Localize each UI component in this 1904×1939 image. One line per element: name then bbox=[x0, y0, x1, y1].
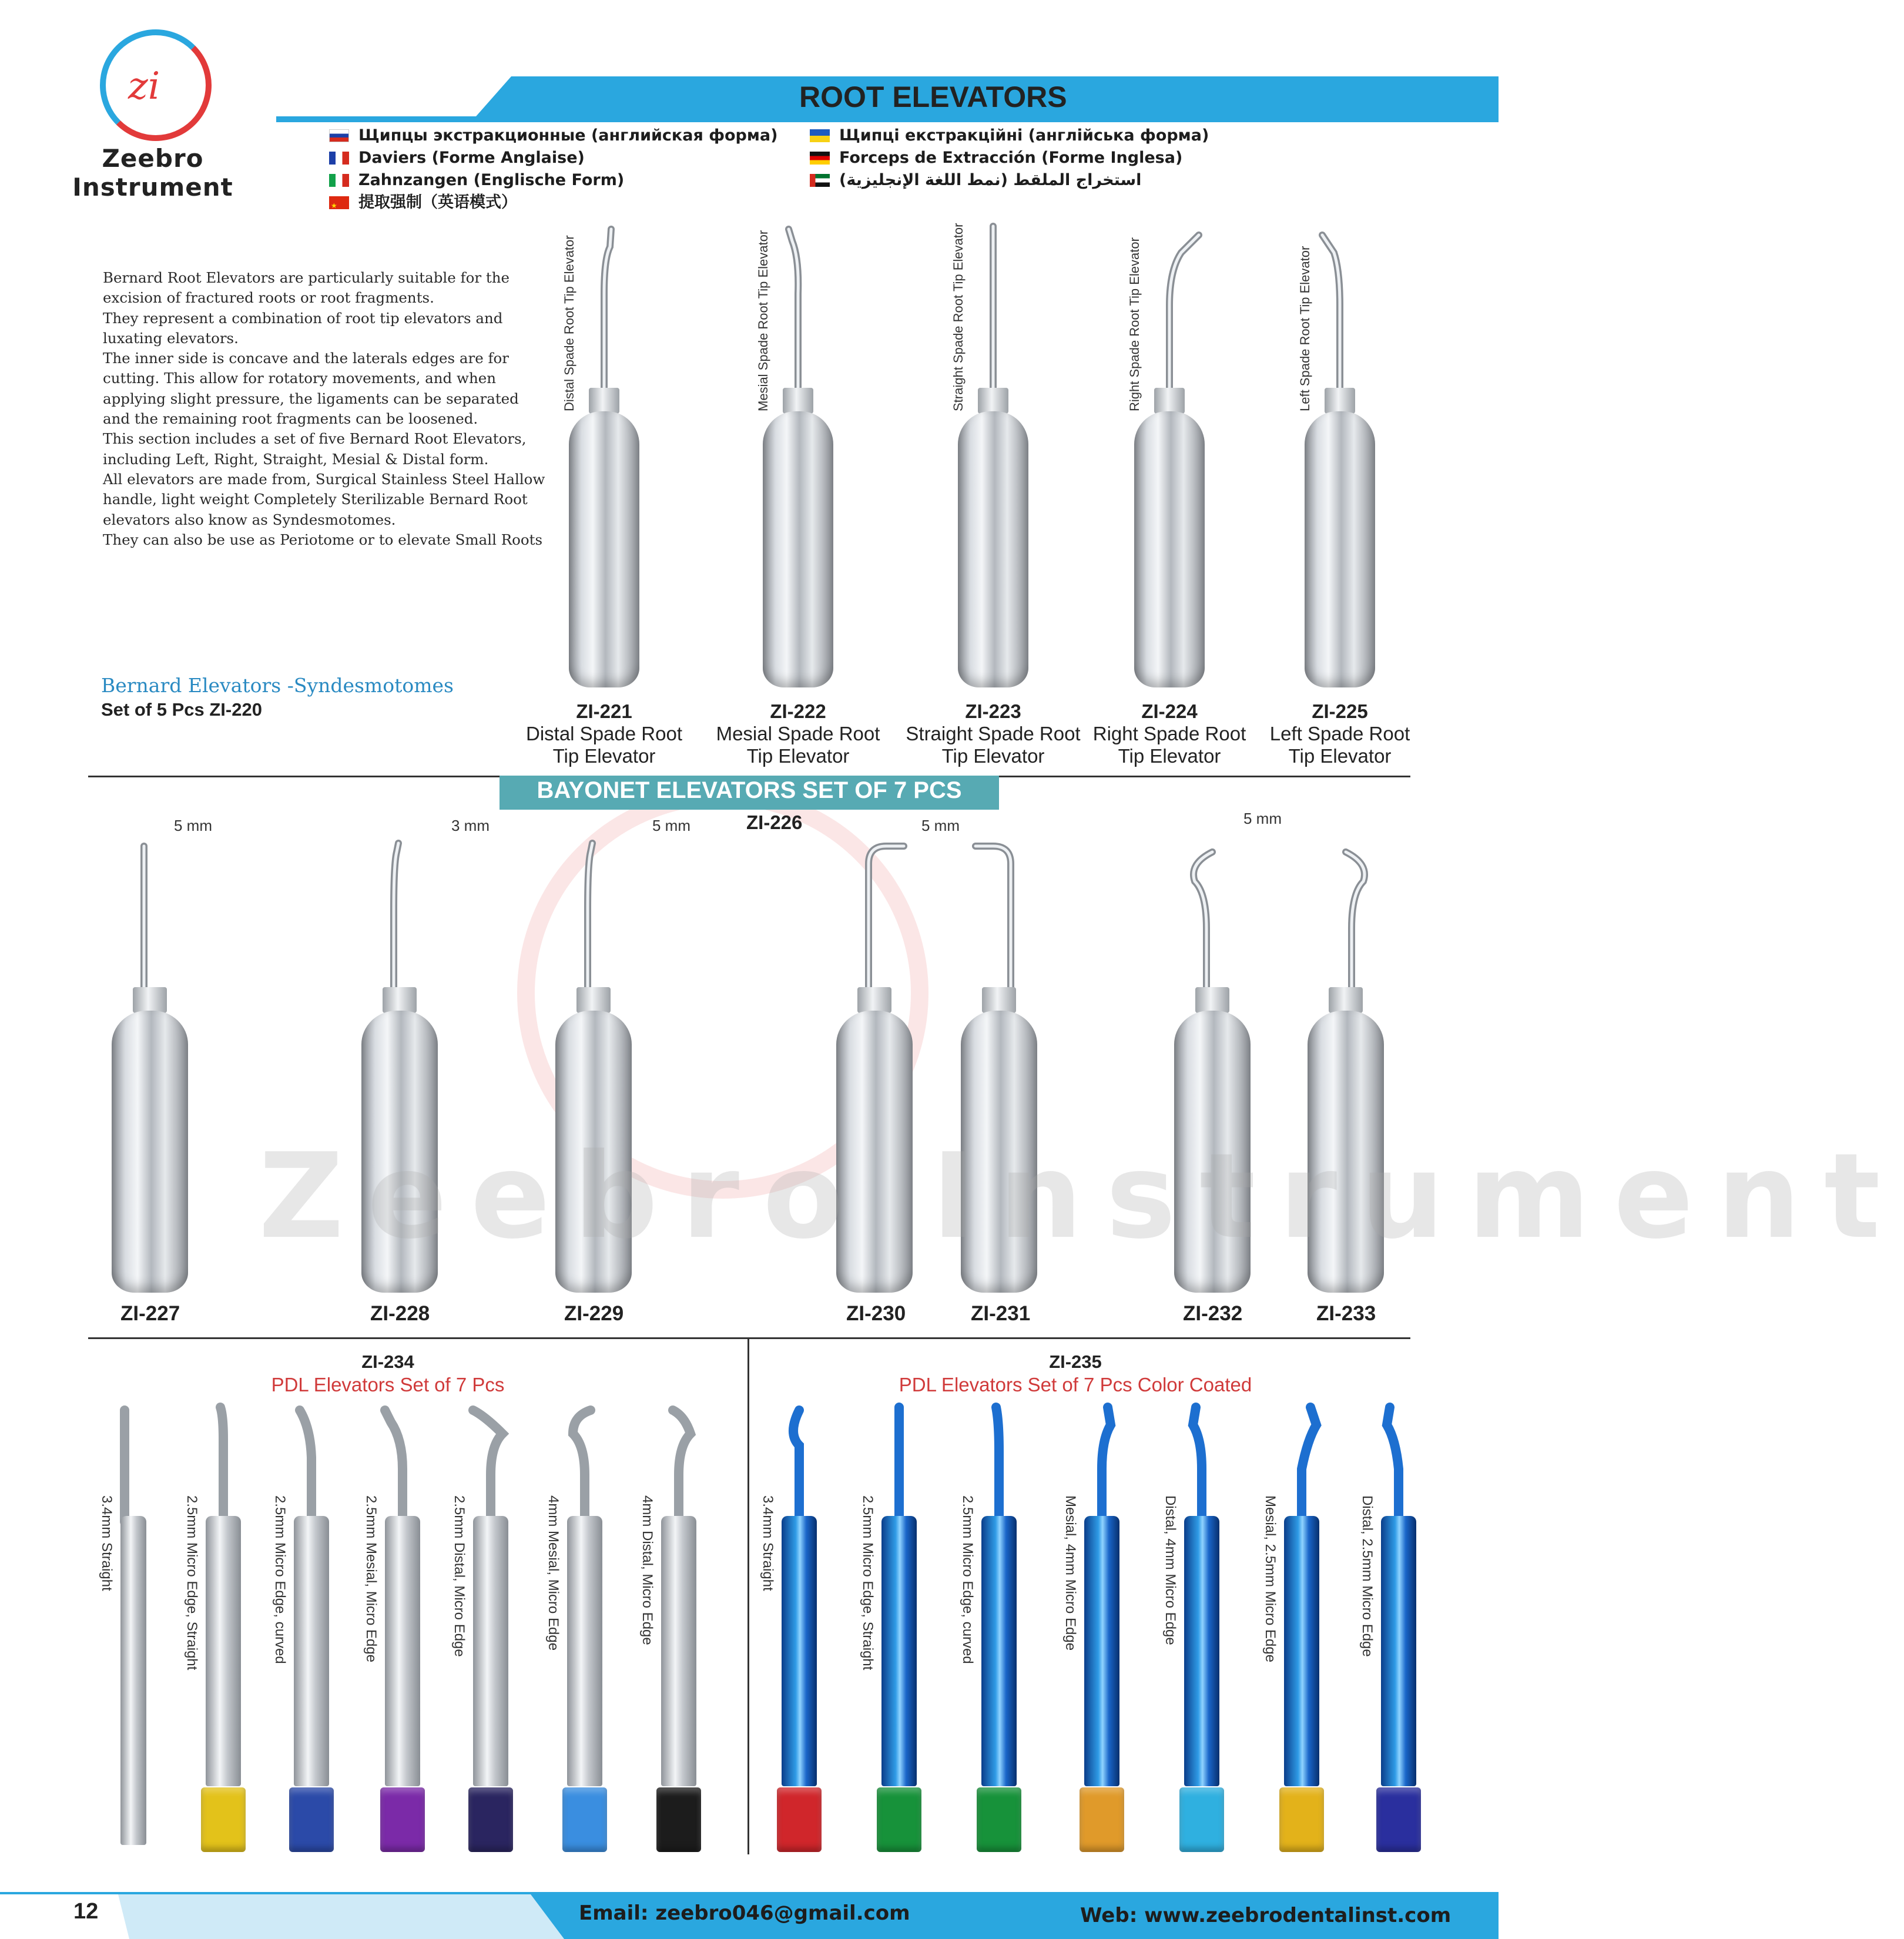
pdl-label: Mesial, 4mm Micro Edge bbox=[1062, 1495, 1078, 1651]
bayonet-blade bbox=[120, 840, 191, 993]
description-line: This section includes a set of five Bernard Root Elevators, bbox=[103, 430, 527, 448]
product-code: ZI-224 bbox=[1141, 700, 1198, 722]
color-code-cap bbox=[656, 1787, 701, 1852]
language-text: Forceps de Extracción (Forme Inglesa) bbox=[839, 149, 1183, 167]
elevator-handle bbox=[1134, 411, 1205, 687]
bayonet-blade bbox=[564, 840, 635, 993]
pdl-label: 3.4mm Straight bbox=[760, 1495, 776, 1591]
ferrule bbox=[576, 987, 610, 1013]
language-list-left bbox=[329, 125, 777, 214]
brand-logo bbox=[41, 29, 264, 202]
product-name: Tip Elevator bbox=[1118, 745, 1221, 767]
pdl-handle bbox=[1184, 1516, 1219, 1786]
pdl-label: 4mm Mesial, Micro Edge bbox=[545, 1495, 561, 1651]
flag-de-icon bbox=[810, 152, 830, 165]
ferrule bbox=[783, 388, 814, 414]
elevator-blade bbox=[581, 223, 651, 400]
elevator-blade bbox=[1316, 223, 1387, 400]
ferrule bbox=[1154, 388, 1185, 414]
description-line: handle, light weight Completely Sterilizable Bernard Root bbox=[103, 491, 528, 508]
brand-name: Zeebro Instrument bbox=[72, 144, 233, 202]
instrument-side-label: Left Spade Root Tip Elevator bbox=[1298, 246, 1312, 411]
elevator-handle bbox=[763, 411, 833, 687]
description-line: and the remaining root fragments can be loosened. bbox=[103, 410, 478, 428]
flag-ru-icon bbox=[329, 129, 349, 142]
pdl-handle bbox=[385, 1516, 420, 1786]
size-label: 5 mm bbox=[1243, 810, 1282, 827]
flag-ua-icon bbox=[810, 129, 830, 142]
product-code: ZI-222 bbox=[770, 700, 826, 722]
pdl-label: 2.5mm Micro Edge, curved bbox=[960, 1495, 976, 1664]
pdl-handle bbox=[782, 1516, 817, 1786]
color-code-cap bbox=[1376, 1787, 1421, 1852]
product-code: ZI-230 bbox=[846, 1302, 906, 1325]
product-caption bbox=[704, 700, 892, 767]
description-line: excision of fractured roots or root fragments. bbox=[103, 289, 434, 307]
product-code: ZI-223 bbox=[965, 700, 1021, 722]
bayonet-blade bbox=[1183, 840, 1253, 993]
bayonet-blade bbox=[845, 840, 916, 993]
description-line: They represent a combination of root tip elevators and bbox=[103, 309, 503, 327]
product-caption bbox=[1246, 700, 1434, 767]
pdl-handle bbox=[1284, 1516, 1319, 1786]
pdl-color-code: ZI-235 bbox=[1049, 1351, 1102, 1372]
product-name: Tip Elevator bbox=[1288, 745, 1392, 767]
instrument-side-label: Straight Spade Root Tip Elevator bbox=[951, 223, 966, 411]
page-number: 12 bbox=[73, 1899, 99, 1924]
footer-email[interactable]: Email: zeebro046@gmail.com bbox=[579, 1901, 910, 1925]
product-name: Tip Elevator bbox=[746, 745, 850, 767]
elevator-handle bbox=[569, 411, 639, 687]
section-divider bbox=[88, 1337, 1410, 1339]
description-line: The inner side is concave and the laterals edges are for bbox=[103, 350, 509, 367]
product-caption bbox=[510, 700, 698, 767]
language-item bbox=[329, 192, 777, 214]
product-code: ZI-228 bbox=[370, 1302, 430, 1325]
ferrule bbox=[1195, 987, 1229, 1013]
color-code-cap bbox=[201, 1787, 246, 1852]
color-code-cap bbox=[289, 1787, 334, 1852]
color-code-cap bbox=[1279, 1787, 1324, 1852]
pdl-handle bbox=[473, 1516, 508, 1786]
product-name: Tip Elevator bbox=[941, 745, 1045, 767]
product-name: Left Spade Root bbox=[1269, 723, 1410, 744]
pdl-handle bbox=[881, 1516, 917, 1786]
pdl-elevator bbox=[103, 1404, 167, 1857]
bayonet-blade bbox=[370, 840, 441, 993]
product-caption bbox=[1075, 700, 1263, 767]
pdl-elevator bbox=[764, 1404, 829, 1857]
logo-mark: zi bbox=[128, 65, 160, 108]
color-code-cap bbox=[977, 1787, 1021, 1852]
language-text: استخراج الملقط (نمط اللغة الإنجليزية) bbox=[839, 171, 1142, 189]
size-label: 3 mm bbox=[451, 817, 490, 834]
elevator-blade bbox=[775, 223, 845, 400]
product-code: ZI-225 bbox=[1312, 700, 1368, 722]
page-title: ROOT ELEVATORS bbox=[799, 80, 1067, 113]
pdl-silver-code: ZI-234 bbox=[361, 1351, 414, 1372]
bayonet-title: BAYONET ELEVATORS SET OF 7 PCS bbox=[537, 777, 962, 803]
language-item bbox=[810, 169, 1209, 192]
flag-ae-icon bbox=[810, 174, 830, 187]
language-text: Zahnzangen (Englische Form) bbox=[358, 171, 625, 189]
pdl-label: Distal, 4mm Micro Edge bbox=[1162, 1495, 1178, 1645]
flag-fr-icon bbox=[329, 152, 349, 165]
description-line: applying slight pressure, the ligaments can be separated bbox=[103, 390, 519, 407]
pdl-label: 2.5mm Micro Edge, curved bbox=[272, 1495, 288, 1664]
ferrule bbox=[1325, 388, 1356, 414]
language-text: 提取强制（英语模式） bbox=[358, 193, 517, 212]
pdl-label: Mesial, 2.5mm Micro Edge bbox=[1262, 1495, 1278, 1663]
pdl-handle bbox=[120, 1516, 146, 1845]
ferrule bbox=[589, 388, 620, 414]
bayonet-handle bbox=[112, 1011, 188, 1293]
description-line: elevators also know as Syndesmotomes. bbox=[103, 511, 396, 528]
ferrule bbox=[982, 987, 1015, 1013]
product-name: Right Spade Root bbox=[1092, 723, 1246, 744]
color-code-cap bbox=[877, 1787, 921, 1852]
instrument-side-label: Distal Spade Root Tip Elevator bbox=[562, 235, 576, 411]
elevator-blade bbox=[1146, 223, 1216, 400]
pdl-label: 2.5mm Micro Edge, Straight bbox=[184, 1495, 200, 1670]
product-name: Straight Spade Root bbox=[906, 723, 1081, 744]
description-line: luxating elevators. bbox=[103, 329, 239, 347]
language-text: Щипці екстракційні (англійська форма) bbox=[839, 126, 1209, 145]
language-text: Daviers (Forme Anglaise) bbox=[358, 149, 585, 167]
flag-cn-icon bbox=[329, 196, 349, 209]
product-description bbox=[103, 268, 549, 550]
pdl-label: 4mm Distal, Micro Edge bbox=[639, 1495, 655, 1645]
language-item bbox=[329, 147, 777, 169]
series-name: Bernard Elevators -Syndesmotomes bbox=[101, 674, 454, 697]
bayonet-blade bbox=[1316, 840, 1387, 993]
elevator-handle bbox=[958, 411, 1028, 687]
pdl-handle bbox=[661, 1516, 696, 1786]
product-name: Tip Elevator bbox=[552, 745, 656, 767]
product-caption bbox=[899, 700, 1087, 767]
pdl-handle bbox=[1381, 1516, 1416, 1786]
pdl-label: 2.5mm Mesial, Micro Edge bbox=[363, 1495, 379, 1663]
product-code: ZI-231 bbox=[971, 1302, 1031, 1325]
color-code-cap bbox=[777, 1787, 822, 1852]
pdl-handle bbox=[206, 1516, 241, 1786]
product-code: ZI-221 bbox=[576, 700, 632, 722]
color-code-cap bbox=[1179, 1787, 1224, 1852]
ferrule bbox=[133, 987, 166, 1013]
product-name: Mesial Spade Root bbox=[716, 723, 880, 744]
column-divider bbox=[747, 1337, 749, 1854]
language-item bbox=[329, 169, 777, 192]
color-code-cap bbox=[1080, 1787, 1124, 1852]
description-line: cutting. This allow for rotatory movements, and when bbox=[103, 370, 497, 387]
size-label: 5 mm bbox=[921, 817, 960, 834]
ferrule bbox=[383, 987, 416, 1013]
pdl-label: 2.5mm Micro Edge, Straight bbox=[860, 1495, 876, 1670]
flag-it-icon bbox=[329, 174, 349, 187]
pdl-label: 3.4mm Straight bbox=[99, 1495, 115, 1591]
color-code-cap bbox=[380, 1787, 425, 1852]
watermark-text: Zeebro Instrument bbox=[259, 1128, 1904, 1265]
language-text: Щипцы экстракционные (английская форма) bbox=[358, 126, 778, 145]
ferrule bbox=[1329, 987, 1362, 1013]
bayonet-blade bbox=[970, 840, 1040, 993]
description-line: including Left, Right, Straight, Mesial & Distal form. bbox=[103, 450, 489, 468]
instrument-side-label: Right Spade Root Tip Elevator bbox=[1127, 237, 1142, 411]
ferrule bbox=[978, 388, 1009, 414]
product-code: ZI-232 bbox=[1183, 1302, 1243, 1325]
size-label: 5 mm bbox=[652, 817, 690, 834]
pdl-handle bbox=[567, 1516, 602, 1786]
elevator-handle bbox=[1305, 411, 1375, 687]
bayonet-set-code: ZI-226 bbox=[746, 811, 803, 833]
size-label: 5 mm bbox=[174, 817, 212, 834]
product-code: ZI-229 bbox=[564, 1302, 624, 1325]
color-code-cap bbox=[468, 1787, 513, 1852]
elevator-blade bbox=[970, 223, 1040, 400]
footer-website[interactable]: Web: www.zeebrodentalinst.com bbox=[1080, 1904, 1452, 1927]
description-line: They can also be use as Periotome or to elevate Small Roots bbox=[103, 531, 543, 548]
product-code: ZI-233 bbox=[1316, 1302, 1376, 1325]
series-set: Set of 5 Pcs ZI-220 bbox=[101, 699, 262, 720]
product-name: Distal Spade Root bbox=[526, 723, 682, 744]
language-list-right bbox=[810, 125, 1209, 192]
pdl-label: 2.5mm Distal, Micro Edge bbox=[451, 1495, 467, 1657]
pdl-handle bbox=[1084, 1516, 1119, 1786]
pdl-handle bbox=[981, 1516, 1017, 1786]
language-item bbox=[810, 147, 1209, 169]
description-line: Bernard Root Elevators are particularly suitable for the bbox=[103, 269, 509, 286]
pdl-label: Distal, 2.5mm Micro Edge bbox=[1359, 1495, 1375, 1657]
language-item bbox=[810, 125, 1209, 147]
pdl-color-title: PDL Elevators Set of 7 Pcs Color Coated bbox=[899, 1374, 1252, 1395]
color-code-cap bbox=[562, 1787, 607, 1852]
instrument-side-label: Mesial Spade Root Tip Elevator bbox=[756, 230, 770, 411]
language-item bbox=[329, 125, 777, 147]
ferrule bbox=[857, 987, 891, 1013]
product-code: ZI-227 bbox=[120, 1302, 180, 1325]
pdl-handle bbox=[294, 1516, 329, 1786]
pdl-silver-title: PDL Elevators Set of 7 Pcs bbox=[271, 1374, 505, 1395]
description-line: All elevators are made from, Surgical Stainless Steel Hallow bbox=[103, 470, 545, 488]
